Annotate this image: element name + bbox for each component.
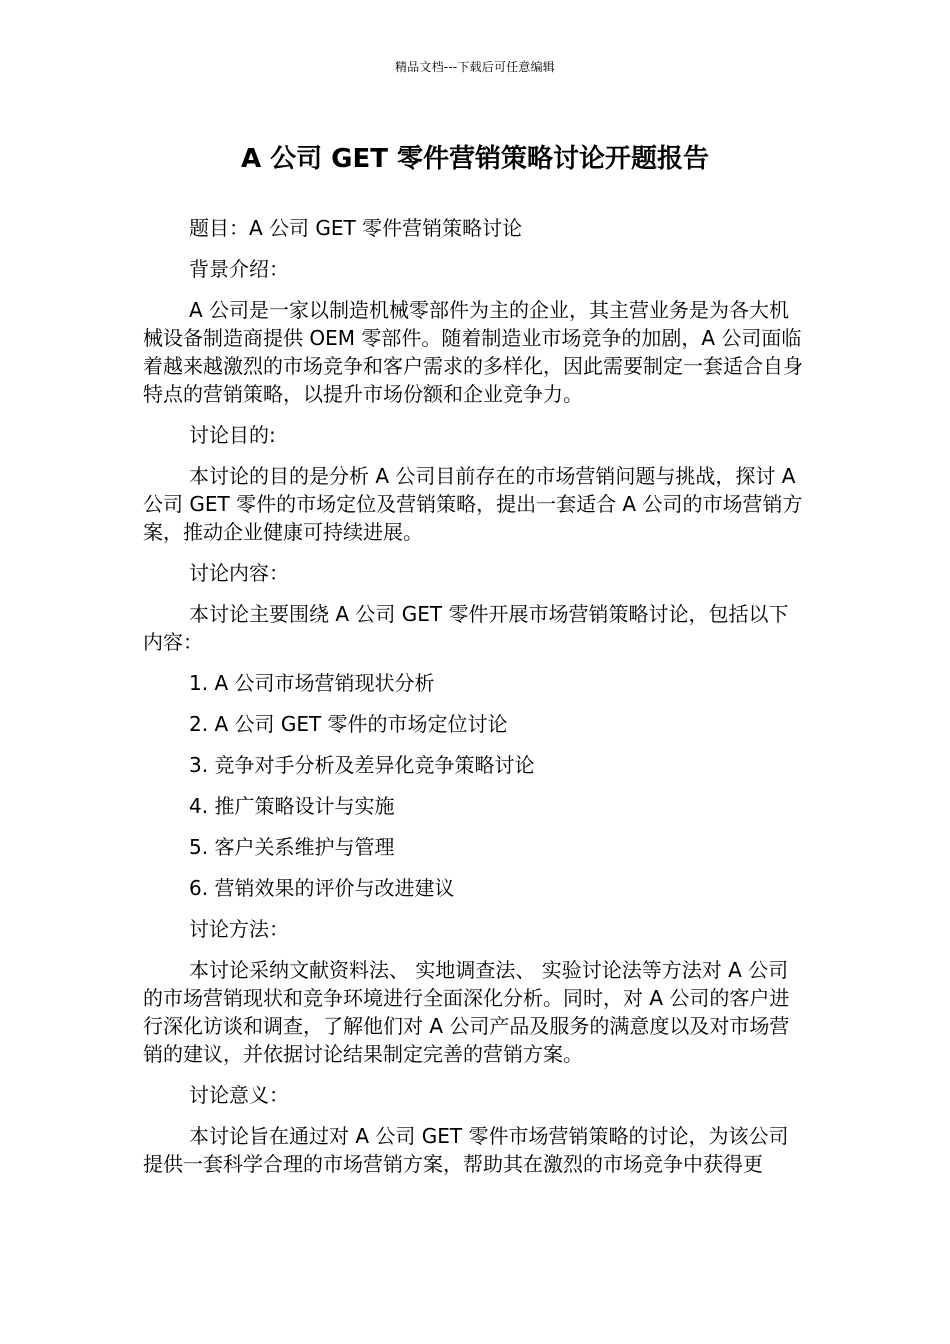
content-list-item: 5. 客户关系维护与管理: [189, 835, 395, 859]
significance-heading: 讨论意义：: [189, 1083, 289, 1107]
content-list-item: 3. 竞争对手分析及差异化竞争策略讨论: [189, 753, 535, 777]
document-body: [143, 214, 807, 1191]
background-heading: 背景介绍：: [189, 257, 289, 281]
method-paragraph: 本讨论采纳文献资料法、 实地调查法、 实验讨论法等方法对 A 公司的市场营销现状和竞争环境进行全面深化分析。同时，对 A 公司的客户进行深化访谈和调查，了解他们对 A 公司产品及服务的满意度以及对市场营销的建议，并依据讨论结果制定完善的营销方案。: [143, 958, 790, 1066]
content-list-item: 2. A 公司 GET 零件的市场定位讨论: [189, 712, 508, 736]
purpose-paragraph: 本讨论的目的是分析 A 公司目前存在的市场营销问题与挑战，探讨 A 公司 GET 零件的市场定位及营销策略，提出一套适合 A 公司的市场营销方案，推动企业健康可持续进展。: [143, 464, 803, 544]
content-list: [143, 669, 807, 902]
content-list-item: 6. 营销效果的评价与改进建议: [189, 876, 455, 900]
background-paragraph: A 公司是一家以制造机械零部件为主的企业，其主营业务是为各大机械设备制造商提供 OEM 零部件。随着制造业市场竞争的加剧，A 公司面临着越来越激烈的市场竞争和客户需求的多样化，因此需要制定一套适合自身特点的营销策略，以提升市场份额和企业竞争力。: [143, 298, 803, 406]
content-list-item: 4. 推广策略设计与实施: [189, 794, 395, 818]
purpose-heading: 讨论目的:: [189, 423, 276, 447]
content-heading: 讨论内容：: [189, 561, 289, 585]
content-intro-paragraph: 本讨论主要围绕 A 公司 GET 零件开展市场营销策略讨论，包括以下内容：: [143, 602, 789, 654]
document-title: A 公司 GET 零件营销策略讨论开题报告: [240, 144, 710, 174]
content-list-item: 1. A 公司市场营销现状分析: [189, 671, 435, 695]
method-heading: 讨论方法：: [189, 917, 289, 941]
header-note: 精品文档---下载后可任意编辑: [395, 60, 555, 74]
subject-line: 题目：A 公司 GET 零件营销策略讨论: [189, 216, 523, 240]
significance-paragraph: 本讨论旨在通过对 A 公司 GET 零件市场营销策略的讨论，为该公司提供一套科学合理的市场营销方案，帮助其在激烈的市场竞争中获得更: [143, 1124, 789, 1176]
